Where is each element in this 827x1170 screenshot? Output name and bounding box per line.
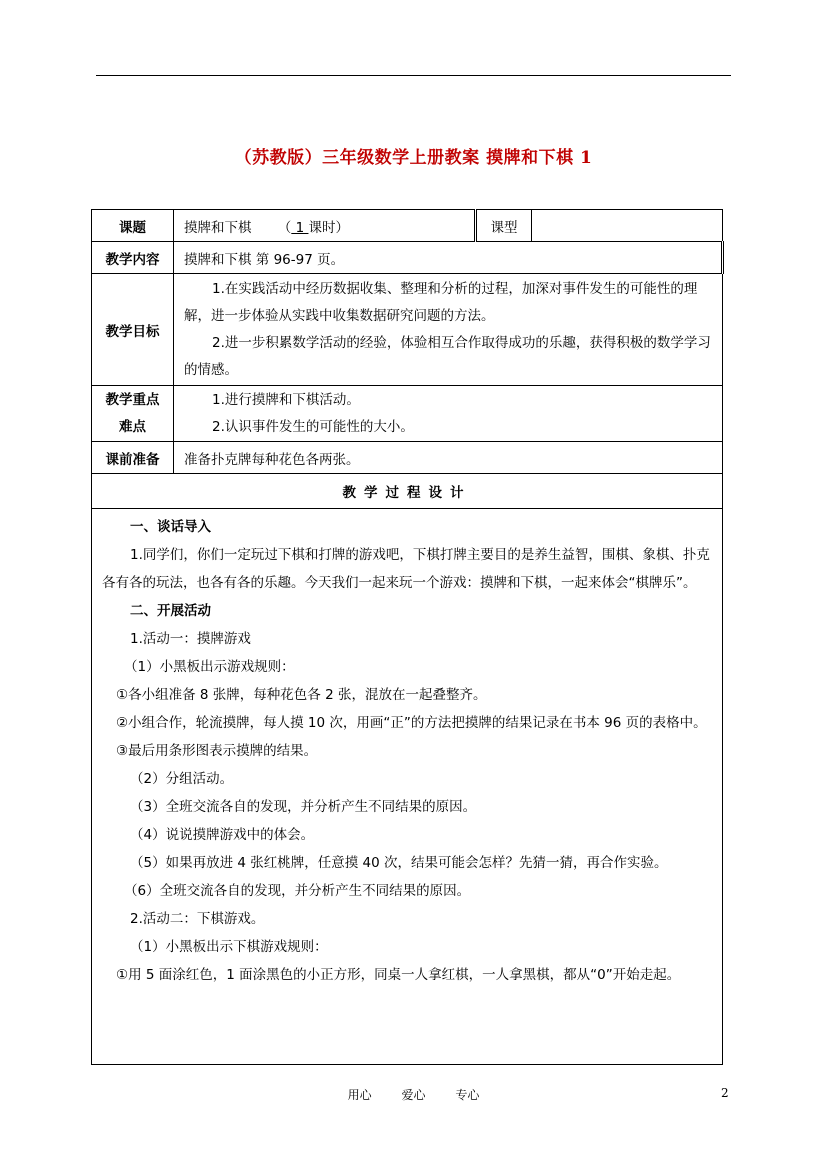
prep-label: 课前准备 bbox=[92, 442, 174, 474]
footer-text-3: 专心 bbox=[455, 1088, 480, 1102]
key-item-2: 2.认识事件发生的可能性的大小。 bbox=[212, 418, 414, 435]
key-value bbox=[174, 386, 723, 442]
type-value bbox=[532, 210, 723, 242]
activity-1-step-2: （2）分组活动。 bbox=[130, 771, 234, 787]
page-number: 2 bbox=[721, 1086, 729, 1100]
goal-label: 教学目标 bbox=[92, 274, 174, 386]
type-label: 课型 bbox=[476, 210, 532, 242]
section-intro-heading: 一、谈话导入 bbox=[130, 519, 211, 535]
section-activity-heading: 二、开展活动 bbox=[130, 603, 211, 619]
row-process-heading bbox=[92, 474, 723, 509]
topic-name: 摸牌和下棋 bbox=[184, 219, 252, 236]
lesson-plan-table bbox=[91, 209, 724, 1065]
topic-paren-open: （ bbox=[277, 219, 292, 236]
process-body bbox=[92, 509, 723, 1065]
activity-1-step-5: （5）如果再放进 4 张红桃牌，任意摸 40 次，结果可能会怎样？先猜一猜，再合作实验。 bbox=[130, 855, 668, 871]
content-value: 摸牌和下棋 第 96-97 页。 bbox=[174, 242, 723, 274]
header-rule bbox=[96, 75, 731, 76]
row-topic bbox=[92, 210, 723, 242]
activity-1-step-3: （3）全班交流各自的发现，并分析产生不同结果的原因。 bbox=[130, 799, 477, 815]
topic-label: 课题 bbox=[92, 210, 174, 242]
rule-1: ①各小组准备 8 张牌，每种花色各 2 张，混放在一起叠整齐。 bbox=[116, 687, 487, 703]
rule-2: ②小组合作，轮流摸牌，每人摸 10 次，用画“正”的方法把摸牌的结果记录在书本 96 页的表格中。 bbox=[116, 715, 707, 731]
row-goals bbox=[92, 274, 723, 386]
goal-item-2: 2.进一步积累数学活动的经验，体验相互合作取得成功的乐趣，获得积极的数学学习的情感。 bbox=[184, 334, 711, 378]
key-label-line-2: 难点 bbox=[119, 418, 146, 435]
topic-period-count: 1 bbox=[291, 219, 309, 236]
activity-2-step-1: （1）小黑板出示下棋游戏规则： bbox=[130, 939, 328, 955]
chess-rule-1: ①用 5 面涂红色，1 面涂黑色的小正方形，同桌一人拿红棋，一人拿黑棋，都从“0”开始走起。 bbox=[116, 967, 681, 983]
activity-2-title: 2.活动二：下棋游戏。 bbox=[130, 911, 265, 927]
footer-text-1: 用心 bbox=[347, 1088, 372, 1102]
goal-value bbox=[174, 274, 723, 386]
topic-period-unit: 课时） bbox=[308, 219, 349, 236]
content-label: 教学内容 bbox=[92, 242, 174, 274]
activity-1-step-1: （1）小黑板出示游戏规则： bbox=[124, 659, 295, 675]
process-paragraph: 1.同学们，你们一定玩过下棋和打牌的游戏吧，下棋打牌主要目的是养生益智，围棋、象棋、扑克各有各的玩法，也各有各的乐趣。今天我们一起来玩一个游戏：摸牌和下棋，一起来体会“棋牌乐”。 bbox=[102, 547, 710, 591]
prep-value: 准备扑克牌每种花色各两张。 bbox=[174, 442, 723, 474]
row-key-points bbox=[92, 386, 723, 442]
key-label bbox=[92, 386, 174, 442]
key-label-line-1: 教学重点 bbox=[105, 391, 160, 408]
page-footer bbox=[0, 1086, 827, 1103]
document-title: （苏教版）三年级数学上册教案 摸牌和下棋 1 bbox=[234, 148, 593, 168]
goal-item-1: 1.在实践活动中经历数据收集、整理和分析的过程，加深对事件发生的可能性的理解，进一步体验从实践中收集数据研究问题的方法。 bbox=[184, 280, 698, 324]
activity-1-step-6: （6）全班交流各自的发现，并分析产生不同结果的原因。 bbox=[124, 883, 471, 899]
activity-1-step-4: （4）说说摸牌游戏中的体会。 bbox=[130, 827, 315, 843]
key-item-1: 1.进行摸牌和下棋活动。 bbox=[212, 391, 360, 408]
activity-1-title: 1.活动一：摸牌游戏 bbox=[130, 631, 251, 647]
footer-text-2: 爱心 bbox=[401, 1088, 426, 1102]
rule-3: ③最后用条形图表示摸牌的结果。 bbox=[116, 743, 318, 759]
row-prep bbox=[92, 442, 723, 474]
row-content bbox=[92, 242, 723, 274]
row-process-body bbox=[92, 509, 723, 1065]
topic-value bbox=[174, 210, 476, 242]
process-heading: 教学过程设计 bbox=[92, 474, 723, 509]
